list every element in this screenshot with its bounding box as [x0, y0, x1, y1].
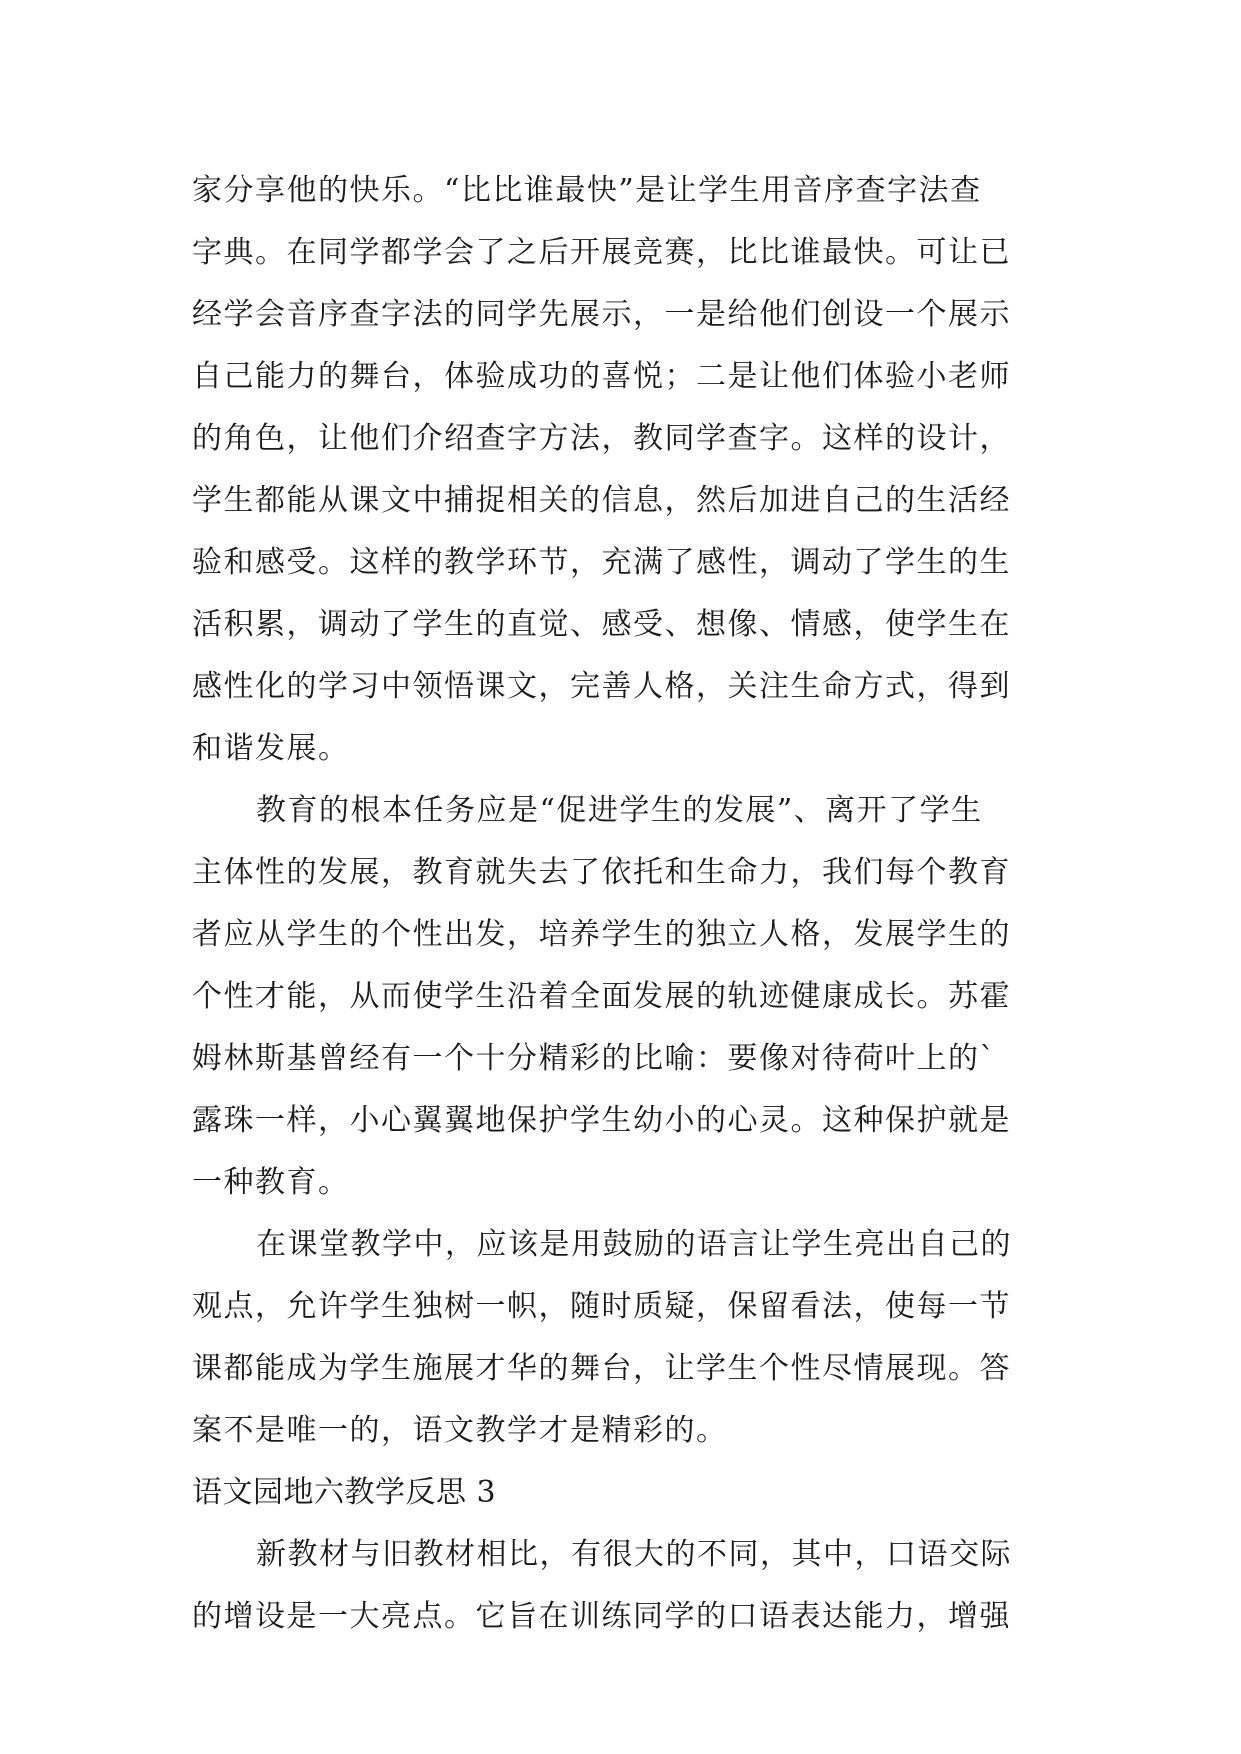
text-line: 主体性的发展，教育就失去了依托和生命力，我们每个教育 [192, 855, 1011, 890]
text-line: 感性化的学习中领悟课文，完善人格，关注生命方式，得到 [192, 669, 1011, 704]
text-line: 姆林斯基曾经有一个十分精彩的比喻：要像对待荷叶上的` [192, 1041, 996, 1076]
text-line: 者应从学生的个性出发，培养学生的独立人格，发展学生的 [192, 917, 1011, 952]
document-body [192, 160, 1050, 1648]
section-heading: 语文园地六教学反思 3 [192, 1475, 497, 1510]
paragraph-first-line: 教育的根本任务应是“促进学生的发展”、离开了学生 [256, 793, 983, 828]
text-line: 活积累，调动了学生的直觉、感受、想像、情感，使学生在 [192, 607, 1011, 642]
paragraph-first-line: 在课堂教学中，应该是用鼓励的语言让学生亮出自己的 [256, 1227, 1012, 1262]
text-line: 字典。在同学都学会了之后开展竞赛，比比谁最快。可让已 [192, 235, 1011, 270]
text-line: 学生都能从课文中捕捉相关的信息，然后加进自己的生活经 [192, 483, 1011, 518]
text-line: 和谐发展。 [192, 731, 350, 766]
text-line: 自己能力的舞台，体验成功的喜悦；二是让他们体验小老师 [192, 359, 1011, 394]
text-line: 家分享他的快乐。“比比谁最快”是让学生用音序查字法查 [192, 173, 982, 208]
text-line: 的角色，让他们介绍查字方法，教同学查字。这样的设计， [192, 421, 1011, 456]
paragraph-first-line: 新教材与旧教材相比，有很大的不同，其中，口语交际 [256, 1537, 1012, 1572]
text-line: 验和感受。这样的教学环节，充满了感性，调动了学生的生 [192, 545, 1011, 580]
text-line: 的增设是一大亮点。它旨在训练同学的口语表达能力，增强 [192, 1599, 1011, 1634]
text-line: 经学会音序查字法的同学先展示，一是给他们创设一个展示 [192, 297, 1011, 332]
text-line: 观点，允许学生独树一帜，随时质疑，保留看法，使每一节 [192, 1289, 1011, 1324]
text-line: 课都能成为学生施展才华的舞台，让学生个性尽情展现。答 [192, 1351, 1011, 1386]
text-line: 个性才能，从而使学生沿着全面发展的轨迹健康成长。苏霍 [192, 979, 1011, 1014]
text-line: 一种教育。 [192, 1165, 350, 1200]
text-line: 案不是唯一的，语文教学才是精彩的。 [192, 1413, 728, 1448]
text-line: 露珠一样，小心翼翼地保护学生幼小的心灵。这种保护就是 [192, 1103, 1011, 1138]
